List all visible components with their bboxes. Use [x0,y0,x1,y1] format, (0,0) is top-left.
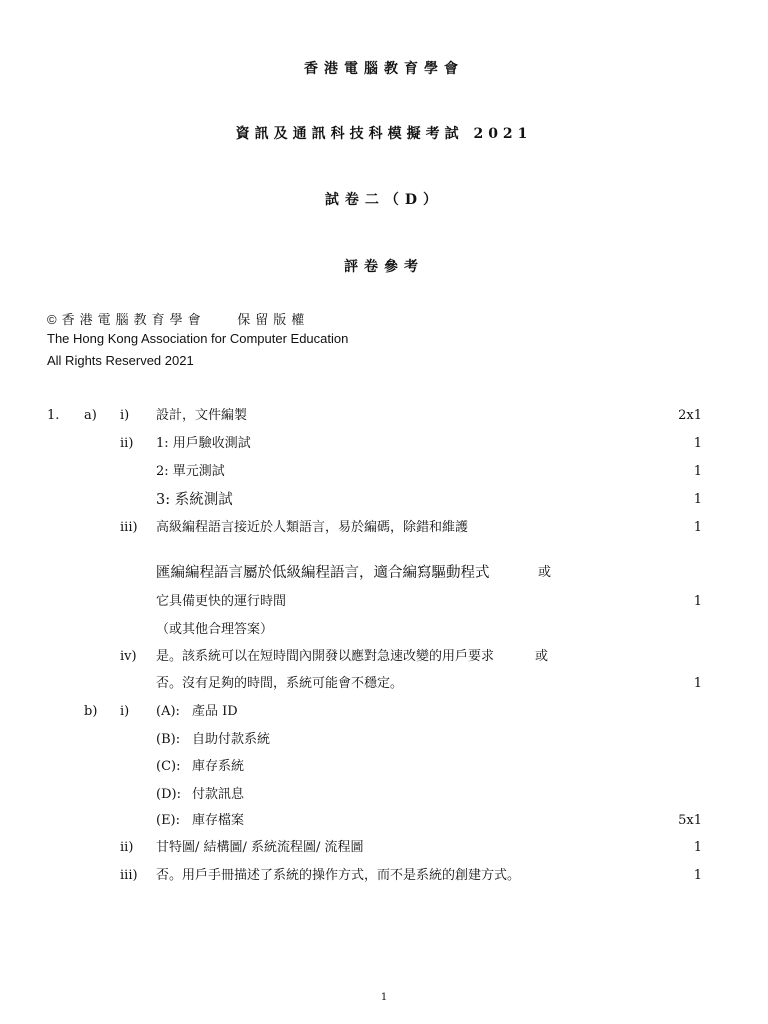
copyright-line-3: All Rights Reserved 2021 [47,353,194,368]
answer-row [0,674,768,694]
paper-title: 試卷二（D） [324,192,444,208]
answer-text: 是。該系統可以在短時間內開發以應對急速改變的用戶要求 [156,649,495,664]
answer-row [0,563,768,583]
answer-text: （或其他合理答案） [156,622,274,637]
exam-title: 資訊及通訊科技科模擬考試 2021 [235,126,533,142]
answer-label: (B): [156,732,181,747]
answer-text: 3: 系統測試 [156,492,233,508]
answer-row [0,811,768,831]
copyright-org: ©香港電腦教育學會 [47,312,206,327]
answer-row [0,592,768,612]
answer-row [0,462,768,482]
answer-label: (E): [156,813,181,828]
answer-text: 2: 單元測試 [156,464,225,479]
mark: 1 [693,436,702,451]
mark: 1 [693,676,702,691]
answer-row [0,490,768,510]
answer-row [0,647,768,667]
part-label: b) [84,704,98,719]
answer-text: 付款訊息 [192,787,245,802]
mark: 1 [693,464,702,479]
answer-row [0,434,768,454]
answer-row [0,757,768,777]
answer-row [0,866,768,886]
mark: 1 [693,868,702,883]
answer-text: 庫存系統 [192,759,245,774]
copyright-line-1 [47,309,309,328]
mark: 2x1 [678,408,702,423]
part-label: a) [84,408,97,423]
answer-row [0,730,768,750]
subpart-label: iii) [120,520,138,535]
answer-text: 甘特圖/ 結構圖/ 系統流程圖/ 流程圖 [156,840,364,855]
answer-label: (A): [156,704,180,719]
copyright-rights-zh: 保留版權 [237,312,310,327]
answer-text: 高級編程語言接近於人類語言，易於編碼，除錯和維護 [156,520,469,535]
or-label: 或 [538,565,552,580]
answer-text: 庫存檔案 [192,813,245,828]
answer-text: 它具備更快的運行時間 [156,594,287,609]
or-label: 或 [535,649,549,664]
copyright-line-2: The Hong Kong Association for Computer Education [47,331,349,346]
answer-row [0,518,768,538]
answer-row [0,406,768,426]
answer-text: 否。沒有足夠的時間，系統可能會不穩定。 [156,676,404,691]
org-title: 香港電腦教育學會 [304,61,464,77]
mark: 1 [693,492,702,507]
mark: 5x1 [678,813,702,828]
subpart-label: iii) [120,868,138,883]
question-number: 1. [47,408,60,423]
page-number: 1 [380,992,388,1003]
answer-label: (D): [156,787,181,802]
answer-text: 產品 ID [192,704,238,719]
subpart-label: ii) [120,436,134,451]
mark: 1 [693,840,702,855]
subpart-label: i) [120,408,130,423]
answer-row [0,702,768,722]
subpart-label: ii) [120,840,134,855]
marking-guide-title: 評卷參考 [344,259,424,275]
answer-row [0,785,768,805]
answer-text: 自助付款系統 [192,732,271,747]
answer-row [0,620,768,640]
answer-text: 1: 用戶驗收測試 [156,436,251,451]
answer-text: 否。用戶手冊描述了系統的操作方式，而不是系統的創建方式。 [156,868,521,883]
answer-text: 匯編編程語言屬於低級編程語言，適合編寫驅動程式 [156,565,490,581]
answer-label: (C): [156,759,181,774]
answer-text: 設計，文件編製 [156,408,248,423]
answer-row [0,838,768,858]
mark: 1 [693,594,702,609]
subpart-label: i) [120,704,130,719]
subpart-label: iv) [120,649,137,664]
mark: 1 [693,520,702,535]
